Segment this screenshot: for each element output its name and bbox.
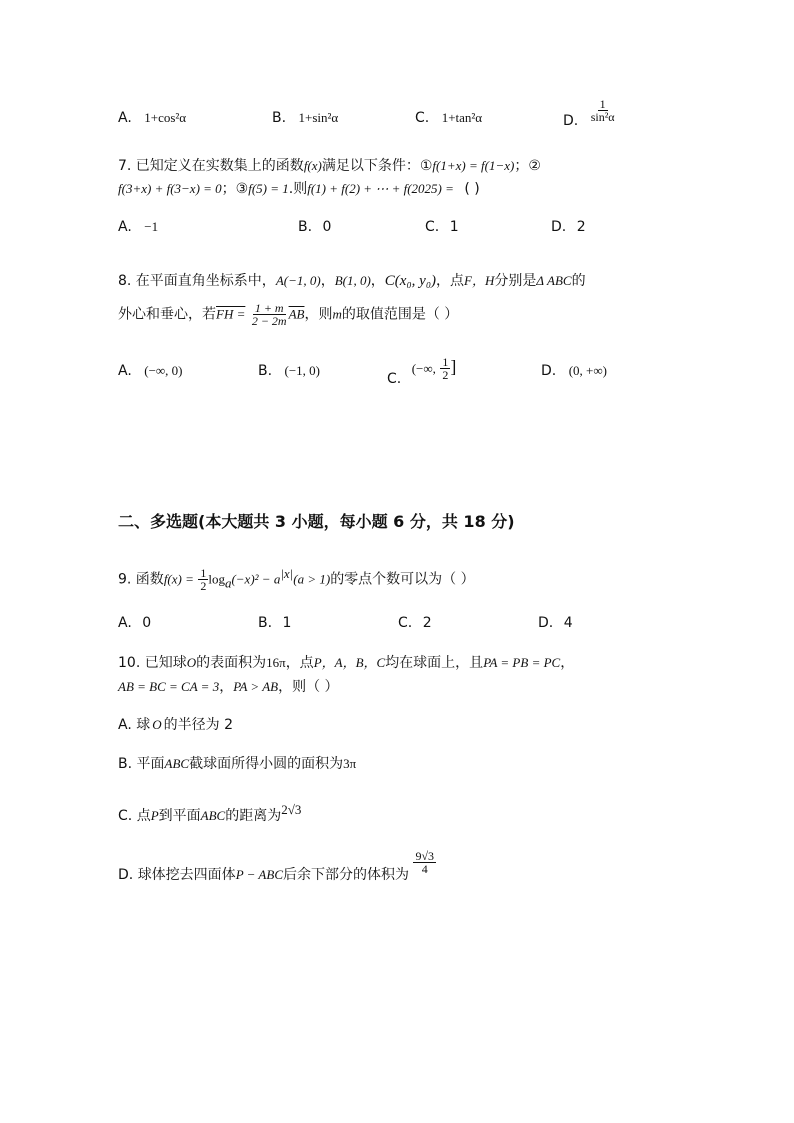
point-a: A(−1, 0)	[275, 273, 321, 288]
point-c: C(x₀, y₀)	[384, 273, 437, 289]
q7-line2	[118, 178, 480, 198]
option-label: B.	[298, 219, 313, 235]
q7-stem-cont: 满足以下条件：①	[321, 158, 433, 174]
option-value: 1+cos²α	[144, 110, 187, 125]
plane-abc: ABC	[164, 756, 190, 771]
tetrahedron: P − ABC	[235, 866, 283, 882]
option-value: 1+sin²α	[298, 110, 339, 125]
points-fh: F，H	[464, 273, 495, 288]
separator: ；②	[514, 158, 541, 174]
condition-3: f(5) = 1	[248, 181, 289, 196]
option-text: 后余下部分的体积为	[282, 866, 409, 883]
q7-option-c	[425, 219, 459, 235]
option-label: D.	[541, 363, 557, 379]
option-label: D.	[118, 866, 134, 883]
q8-stem-cont: 的取值范围是（ ）	[341, 306, 459, 323]
q6-option-a	[118, 110, 186, 126]
vector-ab: $\overline{AB}$	[288, 306, 305, 322]
fraction-denominator: 4	[421, 862, 428, 876]
fraction-denominator: sin²α	[590, 110, 615, 124]
q8-line2	[118, 302, 458, 327]
q8-stem-cont: 分别是	[494, 273, 537, 289]
q8-stem-cont: 的	[571, 273, 586, 289]
option-text: 到平面	[158, 808, 201, 824]
q9-option-c	[398, 615, 432, 631]
separator: ，	[560, 655, 575, 671]
half-fraction	[198, 567, 208, 592]
q10-stem-cont: 的表面积为	[196, 655, 267, 671]
triangle-abc: Δ ABC	[536, 273, 572, 288]
option-label: C.	[387, 370, 402, 387]
surface-area: 16π	[266, 655, 286, 670]
q10-stem-cont: ，则（ ）	[278, 679, 339, 695]
option-label: A.	[118, 219, 132, 235]
option-text: 点	[136, 808, 151, 824]
separator: ，	[219, 679, 234, 695]
condition: (a > 1)	[293, 571, 331, 587]
fraction-numerator: 1 + m	[254, 301, 284, 315]
q6-option-d	[563, 97, 617, 129]
q8-option-b	[258, 363, 320, 379]
section-heading: 二、多选题(本大题共 3 小题，每小题 6 分，共 18 分)	[118, 512, 515, 531]
q9-stem	[118, 566, 475, 592]
point-p: P	[150, 808, 159, 823]
option-label: B.	[118, 756, 133, 772]
exponent: |x|	[280, 566, 294, 581]
q7-option-d	[551, 219, 586, 235]
option-value: 2	[422, 615, 432, 631]
q7-stem: 7. 已知定义在实数集上的函数	[118, 158, 304, 174]
option-value: (−∞, 0)	[144, 363, 183, 378]
option-label: D.	[538, 615, 554, 631]
plane-abc: ABC	[200, 808, 226, 823]
option-label: A.	[118, 717, 132, 733]
points: P，A，B，C	[313, 655, 386, 670]
option-label: C.	[415, 110, 430, 126]
option-value: 1	[282, 615, 292, 631]
q9-suffix: 的零点个数可以为（ ）	[330, 571, 475, 588]
q10-stem: 10. 已知球	[118, 655, 187, 671]
volume-fraction	[413, 850, 436, 875]
q7-line1	[118, 155, 541, 175]
option-value: (−1, 0)	[284, 363, 321, 378]
q10-option-d	[118, 849, 436, 883]
q8-stem: 8. 在平面直角坐标系中，	[118, 273, 276, 289]
function-lhs: f(x) =	[163, 571, 194, 587]
q9-option-d	[538, 615, 573, 631]
option-label: B.	[272, 110, 287, 126]
separator: ，	[370, 273, 385, 289]
fraction-denominator: 2 − 2m	[251, 314, 287, 328]
equation-3: PA > AB	[233, 679, 279, 694]
option-value: (0, +∞)	[568, 363, 607, 378]
option-text: 球体挖去四面体	[137, 866, 236, 883]
fraction-numerator: 1	[599, 97, 606, 111]
q7-then: .则	[288, 181, 308, 197]
option-value: ]	[450, 356, 457, 377]
option-text: 截球面所得小圆的面积为	[189, 756, 344, 772]
option-text: 的距离为	[225, 808, 282, 824]
q9-prefix: 9. 函数	[118, 571, 164, 588]
option-value: 1	[449, 219, 459, 235]
q7-option-b	[298, 219, 331, 235]
option-text: 球	[136, 717, 151, 733]
q10-option-a	[118, 714, 233, 734]
q10-stem-cont: 均在球面上，且	[385, 655, 484, 671]
sphere-o: O	[152, 717, 162, 732]
log-symbol: log	[208, 571, 225, 587]
q8-option-a	[118, 363, 183, 379]
fraction-denominator: 2	[200, 579, 207, 594]
variable-m: m	[332, 306, 342, 322]
function-body: (−x)² − a	[231, 571, 281, 587]
fraction-numerator: 1	[200, 566, 207, 581]
equation-1: PA = PB = PC	[483, 655, 561, 670]
q10-option-b	[118, 753, 356, 773]
q8-option-c	[387, 355, 457, 387]
option-value: 2	[576, 219, 586, 235]
q10-stem-cont: ，点	[285, 655, 314, 671]
log-base: a	[224, 575, 232, 591]
condition-2: f(3+x) + f(3−x) = 0	[118, 181, 222, 196]
q8-stem: 外心和垂心，若	[118, 306, 216, 323]
equation-2: AB = BC = CA = 3	[118, 679, 220, 694]
fraction-denominator: 2	[442, 368, 449, 382]
option-label: D.	[563, 112, 579, 129]
option-fraction	[589, 98, 617, 123]
separator: ；③	[221, 181, 249, 197]
option-label: A.	[118, 110, 132, 126]
point-b: B(1, 0)	[334, 273, 371, 288]
option-value: 0	[142, 615, 152, 631]
separator: ，	[320, 273, 335, 289]
option-value: 3π	[343, 756, 357, 771]
option-label: B.	[258, 615, 273, 631]
option-value: (−∞,	[411, 360, 436, 376]
option-text: 的半径为 2	[163, 717, 233, 733]
q7-option-a	[118, 219, 158, 235]
option-text: 平面	[136, 756, 165, 772]
option-label: D.	[551, 219, 567, 235]
option-label: C.	[118, 808, 133, 824]
vector-fh: FH =	[216, 306, 246, 322]
q6-option-b	[272, 110, 338, 126]
option-label: B.	[258, 363, 273, 379]
option-fraction	[440, 356, 450, 381]
fraction-numerator: 9√3	[415, 849, 435, 863]
q10-line1	[118, 652, 574, 672]
q8-option-d	[541, 363, 607, 379]
fraction-numerator: 1	[442, 355, 449, 369]
option-value: 2√3	[281, 802, 302, 817]
sum-expression: f(1) + f(2) + ⋯ + f(2025) =	[307, 181, 454, 196]
condition-1: f(1+x) = f(1−x)	[432, 158, 515, 173]
option-label: C.	[398, 615, 413, 631]
q8-fraction	[250, 302, 289, 327]
option-label: C.	[425, 219, 440, 235]
q8-stem-cont: ，则	[304, 306, 333, 323]
option-value: 1+tan²α	[441, 110, 483, 125]
q8-line1	[118, 270, 586, 290]
function-symbol: f(x)	[303, 158, 322, 173]
sphere-o: O	[186, 655, 197, 670]
option-value: −1	[144, 219, 159, 234]
option-value: 0	[322, 219, 332, 235]
option-label: A.	[118, 363, 132, 379]
option-value: 4	[563, 615, 573, 631]
q9-option-a	[118, 615, 151, 631]
option-label: A.	[118, 615, 132, 631]
answer-blank: ( )	[464, 181, 480, 197]
q10-line2	[118, 676, 339, 696]
q10-option-c	[118, 802, 302, 825]
q6-option-c	[415, 110, 482, 126]
q8-stem-cont: ，点	[436, 273, 465, 289]
q9-option-b	[258, 615, 291, 631]
